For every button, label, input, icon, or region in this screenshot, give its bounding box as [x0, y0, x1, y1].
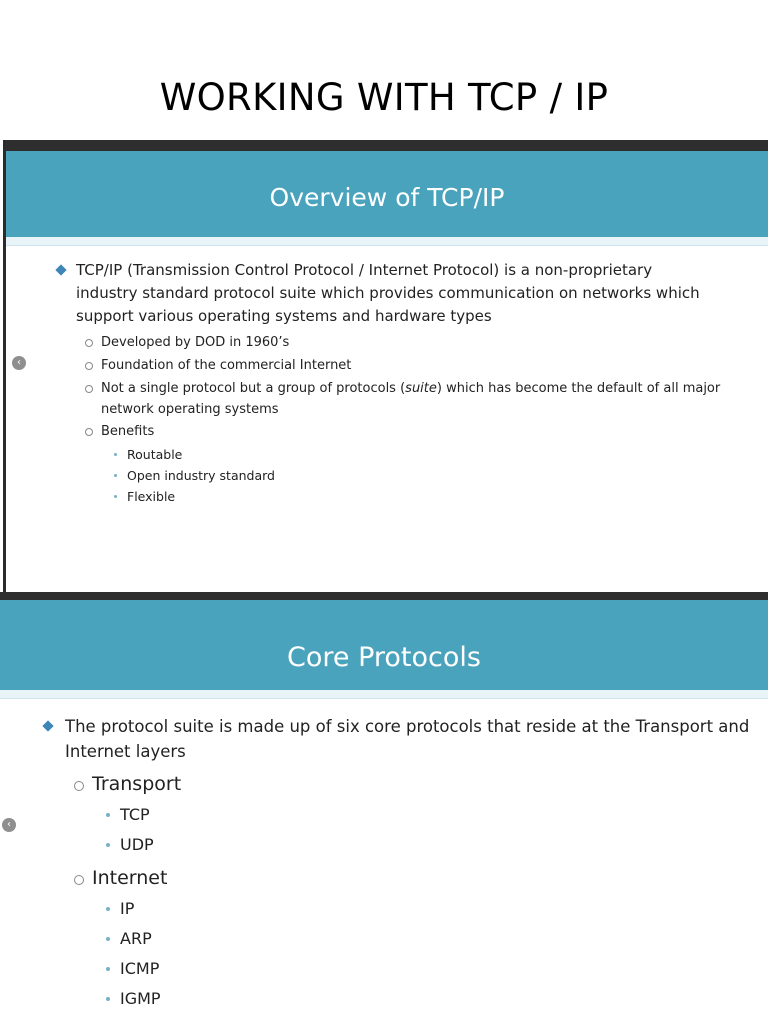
- protocol-item: TCP: [120, 805, 150, 824]
- dot-bullet-icon: [106, 907, 110, 911]
- benefit-item: Open industry standard: [127, 468, 275, 483]
- header-strip: [0, 690, 768, 698]
- protocol-item: IP: [120, 899, 135, 918]
- sub-bullet: Foundation of the commercial Internet: [101, 358, 352, 373]
- header-divider: [0, 698, 768, 699]
- ring-bullet-icon: [74, 875, 84, 885]
- bullet-text-line: support various operating systems and hardware types: [76, 307, 492, 325]
- dot-bullet-icon: [114, 453, 117, 456]
- protocol-item: ARP: [120, 929, 152, 948]
- bullet-text-line: industry standard protocol suite which provides communication on networks which: [76, 284, 700, 302]
- header-strip: [6, 237, 768, 245]
- dot-bullet-icon: [106, 997, 110, 1001]
- layer-label: Internet: [92, 867, 168, 889]
- sub-bullet-text: ) which has become the default of all major: [436, 381, 721, 396]
- slide-title: Overview of TCP/IP: [269, 183, 505, 212]
- ring-bullet-icon: [85, 362, 93, 370]
- dot-bullet-icon: [114, 474, 117, 477]
- slide-overview: [3, 140, 768, 592]
- ring-bullet-icon: [85, 339, 93, 347]
- sub-bullet: Developed by DOD in 1960’s: [101, 335, 290, 350]
- slide-title: Core Protocols: [287, 642, 481, 673]
- slide-top-bar: [0, 592, 768, 600]
- dot-bullet-icon: [106, 967, 110, 971]
- protocol-item: ICMP: [120, 959, 160, 978]
- bullet-text-line: TCP/IP (Transmission Control Protocol / Internet Protocol) is a non-proprietary: [76, 261, 653, 279]
- sub-bullet-text: Not a single protocol but a group of protocols (: [101, 381, 406, 396]
- layer-label: Transport: [92, 773, 182, 795]
- protocol-item: IGMP: [120, 989, 161, 1008]
- sub-bullet-continued: network operating systems: [101, 402, 279, 417]
- ring-bullet-icon: [85, 385, 93, 393]
- dot-bullet-icon: [106, 937, 110, 941]
- dot-bullet-icon: [114, 495, 117, 498]
- page-title: WORKING WITH TCP / IP: [159, 76, 609, 119]
- chevron-left-icon[interactable]: ‹: [2, 818, 16, 832]
- sub-bullet: [101, 378, 720, 399]
- slide-core-protocols: [0, 592, 768, 1024]
- diamond-bullet-icon: [55, 264, 66, 275]
- sub-bullet-italic: suite: [405, 381, 437, 396]
- diamond-bullet-icon: [42, 720, 53, 731]
- slide-header: [6, 151, 768, 237]
- bullet-text-line: Internet layers: [65, 742, 186, 761]
- header-divider: [6, 245, 768, 246]
- slide-top-bar: [6, 140, 768, 151]
- dot-bullet-icon: [106, 843, 110, 847]
- bullet-text-line: The protocol suite is made up of six core protocols that reside at the Transport and: [65, 717, 750, 736]
- benefit-item: Routable: [127, 447, 183, 462]
- dot-bullet-icon: [106, 813, 110, 817]
- benefit-item: Flexible: [127, 489, 176, 504]
- chevron-left-icon[interactable]: ‹: [12, 356, 26, 370]
- protocol-item: UDP: [120, 835, 154, 854]
- ring-bullet-icon: [85, 428, 93, 436]
- slide-header: [0, 600, 768, 690]
- sub-bullet: Benefits: [101, 424, 155, 439]
- ring-bullet-icon: [74, 781, 84, 791]
